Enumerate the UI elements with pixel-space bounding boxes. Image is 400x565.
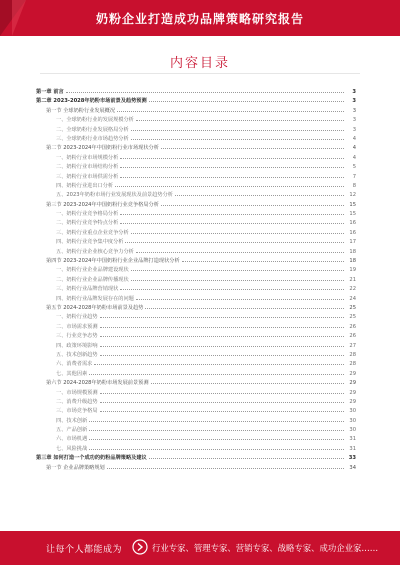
dot-leader <box>145 302 344 309</box>
toc-entry[interactable] <box>36 387 356 396</box>
toc-entry-title: 四、技术创新 <box>56 417 88 424</box>
dot-leader <box>89 368 344 375</box>
toc-entry[interactable] <box>36 246 356 255</box>
dot-leader <box>66 86 344 93</box>
toc-entry-page: 16 <box>349 220 356 227</box>
dot-leader <box>100 405 344 412</box>
toc-entry[interactable] <box>36 405 356 414</box>
toc-entry-title: 六、市场机遇 <box>56 436 88 443</box>
toc-entry[interactable] <box>36 152 356 161</box>
dot-leader <box>182 255 344 262</box>
dot-leader <box>136 114 344 121</box>
toc-entry-title: 第四节 2023-2024年中国奶粉行业企业品牌打造现状分析 <box>46 258 180 265</box>
toc-entry[interactable] <box>36 208 356 217</box>
toc-entry-page: 31 <box>349 436 356 443</box>
dot-leader <box>131 133 344 140</box>
toc-entry-page: 34 <box>349 464 356 471</box>
toc-entry[interactable] <box>36 415 356 424</box>
toc-entry[interactable] <box>36 340 356 349</box>
toc-entry-page: 26 <box>349 333 356 340</box>
toc-entry-page: 24 <box>349 295 356 302</box>
toc-entry-page: 3 <box>352 126 356 133</box>
dot-leader <box>89 433 344 440</box>
toc-entry-title: 一、奶粉行业趋势 <box>56 314 98 321</box>
toc-entry-title: 四、奶粉行业品牌发展存在的问题 <box>56 295 134 302</box>
toc-entry-title: 二、奶粉行业市场结构分析 <box>56 164 119 171</box>
dot-leader <box>89 415 344 422</box>
dot-leader <box>100 387 344 394</box>
toc-entry[interactable] <box>36 86 356 95</box>
toc-entry-page: 19 <box>349 267 356 274</box>
dot-leader <box>151 377 344 384</box>
dot-leader <box>89 424 344 431</box>
heading-divider <box>40 73 360 74</box>
dot-leader <box>131 124 344 131</box>
dot-leader <box>131 264 344 271</box>
toc-entry-page: 15 <box>349 201 356 208</box>
toc-entry[interactable] <box>36 302 356 311</box>
toc-entry-title: 三、奶粉行业市场供需分析 <box>56 173 119 180</box>
toc-entry-page: 8 <box>352 182 356 189</box>
dot-leader <box>120 171 344 178</box>
toc-entry-page: 29 <box>349 380 356 387</box>
toc-entry-title: 二、奶粉行业竞争特点分析 <box>56 220 119 227</box>
toc-entry[interactable] <box>36 368 356 377</box>
toc-entry-title: 第二节 2023-2024年中国奶粉行业市场现状分析 <box>46 145 159 152</box>
toc-entry[interactable] <box>36 358 356 367</box>
toc-entry[interactable] <box>36 424 356 433</box>
toc-entry-page: 25 <box>349 314 356 321</box>
toc-entry-title: 一、奶粉行业市场规模分析 <box>56 154 119 161</box>
dot-leader <box>136 293 344 300</box>
toc-entry-page: 28 <box>349 351 356 358</box>
dot-leader <box>131 274 344 281</box>
dot-leader <box>120 152 344 159</box>
toc-entry-page: 5 <box>352 164 356 171</box>
toc-entry-title: 七、风险挑战 <box>56 445 88 452</box>
report-header <box>0 0 400 36</box>
toc-entry-page: 29 <box>349 370 356 377</box>
report-footer <box>0 531 400 565</box>
toc-entry-page: 22 <box>349 286 356 293</box>
toc-entry[interactable] <box>36 274 356 283</box>
dot-leader <box>149 452 344 459</box>
toc-entry[interactable] <box>36 95 356 104</box>
toc-entry-page: 31 <box>349 445 356 452</box>
toc-entry-page: 33 <box>348 455 356 462</box>
dot-leader <box>89 443 344 450</box>
toc-entry[interactable] <box>36 199 356 208</box>
toc-entry-page: 3 <box>352 89 356 95</box>
toc-entry[interactable] <box>36 124 356 133</box>
toc-entry-page: 3 <box>352 98 356 105</box>
toc-entry[interactable] <box>36 217 356 226</box>
toc-entry-title: 第一节 全球奶粉行业发展概况 <box>46 107 116 114</box>
toc-entry[interactable] <box>36 433 356 442</box>
toc-entry-title: 一、奶粉行业竞争格局分析 <box>56 211 119 218</box>
toc-entry-page: 28 <box>349 361 356 368</box>
dot-leader <box>161 142 344 149</box>
footer-tagline: 行业专家、管理专家、营销专家、战略专家、成功企业家…… <box>152 543 379 553</box>
toc-entry-page: 25 <box>349 304 356 311</box>
toc-entry-page: 15 <box>349 211 356 218</box>
toc-entry-title: 三、全球奶粉行业市场趋势分析 <box>56 135 129 142</box>
toc-entry-title: 二、市场需求预测 <box>56 323 98 330</box>
dot-leader <box>94 358 344 365</box>
toc-entry-title: 第一节 企业品牌策略规划 <box>46 464 105 471</box>
table-of-contents <box>36 86 356 471</box>
dot-leader <box>100 396 344 403</box>
toc-entry[interactable] <box>36 349 356 358</box>
toc-entry[interactable] <box>36 452 356 461</box>
toc-entry[interactable] <box>36 396 356 405</box>
toc-entry-page: 27 <box>349 342 356 349</box>
dot-leader <box>100 340 344 347</box>
dot-leader <box>115 180 344 187</box>
dot-leader <box>100 311 344 318</box>
toc-entry-title: 一、市场规模预测 <box>56 389 98 396</box>
toc-entry[interactable] <box>36 443 356 452</box>
toc-entry-title: 二、全球奶粉行业发展格局分析 <box>56 126 129 133</box>
toc-entry-page: 3 <box>352 117 356 124</box>
arrow-right-icon <box>132 539 148 555</box>
toc-entry-page: 26 <box>349 323 356 330</box>
toc-entry-title: 第六节 2024-2028年奶粉市场发展前景预测 <box>46 380 149 387</box>
dot-leader <box>100 349 344 356</box>
toc-entry[interactable] <box>36 264 356 273</box>
toc-entry[interactable] <box>36 227 356 236</box>
toc-entry[interactable] <box>36 114 356 123</box>
toc-entry[interactable] <box>36 133 356 142</box>
toc-entry[interactable] <box>36 189 356 198</box>
toc-entry[interactable] <box>36 293 356 302</box>
toc-entry-page: 30 <box>349 417 356 424</box>
toc-entry[interactable] <box>36 142 356 151</box>
toc-entry-page: 17 <box>349 239 356 246</box>
toc-entry[interactable] <box>36 377 356 386</box>
toc-entry-title: 四、奶粉行业进出口分析 <box>56 182 114 189</box>
toc-entry-page: 12 <box>349 192 356 199</box>
dot-leader <box>175 189 344 196</box>
toc-entry-page: 7 <box>352 173 356 180</box>
toc-entry-title: 一、奶粉行业企业品牌建设现状 <box>56 267 129 274</box>
toc-entry[interactable] <box>36 171 356 180</box>
toc-entry-page: 18 <box>349 248 356 255</box>
toc-heading: 内容目录 <box>169 56 230 71</box>
toc-entry-page: 4 <box>352 135 356 142</box>
footer-slogan: 让每个人都能成为 <box>46 545 123 555</box>
toc-entry-title: 五、技术创新趋势 <box>56 351 98 358</box>
toc-entry[interactable] <box>36 462 356 471</box>
toc-entry[interactable] <box>36 321 356 330</box>
dot-leader <box>125 236 344 243</box>
dot-leader <box>120 161 344 168</box>
report-title: 奶粉企业打造成功品牌策略研究报告 <box>95 12 304 26</box>
toc-entry-title: 五、产品创新 <box>56 427 88 434</box>
toc-entry-title: 第二章 2023-2028年奶粉市场前景及趋势预测 <box>36 98 147 105</box>
toc-entry[interactable] <box>36 161 356 170</box>
toc-entry[interactable] <box>36 236 356 245</box>
toc-entry-title: 三、奶粉行业品牌营销现状 <box>56 286 119 293</box>
toc-entry[interactable] <box>36 105 356 114</box>
toc-entry-page: 3 <box>352 107 356 114</box>
toc-entry-page: 4 <box>352 145 356 152</box>
toc-entry-page: 30 <box>349 427 356 434</box>
toc-entry-page: 21 <box>349 276 356 283</box>
dot-leader <box>161 199 344 206</box>
toc-entry-title: 二、奶粉行业企业品牌传播现状 <box>56 276 129 283</box>
dot-leader <box>120 217 344 224</box>
toc-entry-title: 三、行业竞争态势 <box>56 333 98 340</box>
toc-entry-title: 二、消费升级趋势 <box>56 398 98 405</box>
toc-entry-page: 30 <box>349 408 356 415</box>
toc-entry[interactable] <box>36 330 356 339</box>
toc-entry-title: 第三节 2023-2024年中国奶粉行业竞争格局分析 <box>46 201 159 208</box>
dot-leader <box>100 330 344 337</box>
dot-leader <box>120 208 344 215</box>
toc-entry-title: 五、2023年奶粉市场行业发展现状及前景趋势分析 <box>56 192 173 199</box>
toc-entry-title: 三、奶粉行业重点企业竞争分析 <box>56 229 129 236</box>
toc-entry-page: 16 <box>349 229 356 236</box>
toc-entry-page: 29 <box>349 398 356 405</box>
toc-entry-title: 七、其他因素 <box>56 370 88 377</box>
dot-leader <box>149 95 344 102</box>
dot-leader <box>107 462 344 469</box>
toc-entry-title: 第一章 前言 <box>36 89 64 95</box>
toc-entry[interactable] <box>36 180 356 189</box>
toc-entry-title: 第五节 2024-2028年奶粉市场前景及趋势 <box>46 304 144 311</box>
toc-entry-title: 五、奶粉行业企业核心竞争力分析 <box>56 248 134 255</box>
dot-leader <box>100 321 344 328</box>
toc-entry-title: 第三章 如何打造一个成功的奶粉品牌策略及建议 <box>36 455 147 462</box>
toc-entry-page: 18 <box>349 258 356 265</box>
dot-leader <box>136 246 344 253</box>
toc-entry-title: 一、全球奶粉行业的发展规模分析 <box>56 117 134 124</box>
toc-entry-page: 29 <box>349 389 356 396</box>
toc-entry-title: 三、市场竞争格局 <box>56 408 98 415</box>
toc-entry-title: 四、奶粉行业竞争集中度分析 <box>56 239 124 246</box>
toc-entry-title: 六、消费者需求 <box>56 361 93 368</box>
toc-entry-page: 4 <box>352 154 356 161</box>
toc-entry[interactable] <box>36 283 356 292</box>
dot-leader <box>131 227 344 234</box>
dot-leader <box>117 105 344 112</box>
dot-leader <box>120 283 344 290</box>
toc-entry-title: 四、政策环境影响 <box>56 342 98 349</box>
toc-entry[interactable] <box>36 311 356 320</box>
toc-entry[interactable] <box>36 255 356 264</box>
